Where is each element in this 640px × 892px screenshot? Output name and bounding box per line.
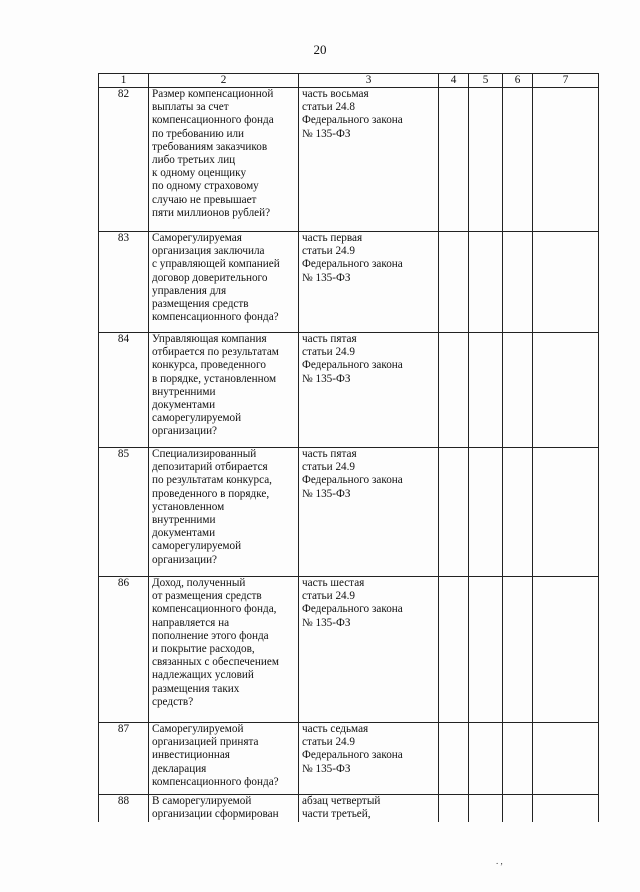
reference-cell: часть пятая статьи 24.9 Федерального закона № 135-ФЗ — [299, 448, 439, 577]
answer-cell — [503, 723, 533, 795]
answer-cell — [469, 723, 503, 795]
question-cell: Специализированный депозитарий отбирается по результатам конкурса, проведенного в порядке, установленном внутренними документами саморегулируемой организации? — [149, 448, 299, 577]
note-cell — [533, 88, 599, 232]
table-row — [99, 577, 599, 723]
note-cell — [533, 577, 599, 723]
column-header: 1 — [99, 74, 149, 88]
answer-cell — [503, 333, 533, 448]
answer-cell — [439, 232, 469, 333]
column-header: 4 — [439, 74, 469, 88]
row-number: 83 — [99, 232, 149, 333]
answer-cell — [439, 577, 469, 723]
reference-cell: часть восьмая статьи 24.8 Федерального закона № 135-ФЗ — [299, 88, 439, 232]
answer-cell — [503, 88, 533, 232]
reference-cell: часть седьмая статьи 24.9 Федерального закона № 135-ФЗ — [299, 723, 439, 795]
answer-cell — [439, 333, 469, 448]
reference-cell: абзац четвертый части третьей, — [299, 795, 439, 823]
table-row — [99, 88, 599, 232]
column-header: 3 — [299, 74, 439, 88]
question-cell: Управляющая компания отбирается по результатам конкурса, проведенного в порядке, установленном внутренними документами саморегулируемой организации? — [149, 333, 299, 448]
page-number: 20 — [313, 42, 327, 57]
note-cell — [533, 723, 599, 795]
answer-cell — [503, 795, 533, 823]
note-cell — [533, 333, 599, 448]
table-row — [99, 795, 599, 823]
row-number: 86 — [99, 577, 149, 723]
question-cell: Размер компенсационной выплаты за счет компенсационного фонда по требованию или требованиям заказчиков либо третьих лиц к одному оценщику по одному страховому случаю не превышает пяти миллионов рублей? — [149, 88, 299, 232]
answer-cell — [439, 448, 469, 577]
note-cell — [533, 232, 599, 333]
question-cell: Саморегулируемая организация заключила с управляющей компанией договор доверительного управления для размещения средств компенсационного фонда? — [149, 232, 299, 333]
answer-cell — [439, 723, 469, 795]
scan-mark: . , — [496, 856, 503, 866]
column-number-row — [99, 74, 599, 88]
reference-cell: часть первая статьи 24.9 Федерального закона № 135-ФЗ — [299, 232, 439, 333]
answer-cell — [469, 795, 503, 823]
question-cell: В саморегулируемой организации сформирован — [149, 795, 299, 823]
table-row — [99, 333, 599, 448]
column-header: 6 — [503, 74, 533, 88]
row-number: 82 — [99, 88, 149, 232]
answer-cell — [469, 88, 503, 232]
answer-cell — [469, 448, 503, 577]
row-number: 84 — [99, 333, 149, 448]
note-cell — [533, 795, 599, 823]
answer-cell — [469, 577, 503, 723]
question-cell: Доход, полученный от размещения средств компенсационного фонда, направляется на пополнение этого фонда и покрытие расходов, связанных с обеспечением надлежащих условий размещения таких средств? — [149, 577, 299, 723]
answer-cell — [469, 232, 503, 333]
table-row — [99, 232, 599, 333]
checklist-table — [98, 73, 599, 822]
answer-cell — [503, 232, 533, 333]
table-row — [99, 723, 599, 795]
column-header: 2 — [149, 74, 299, 88]
answer-cell — [503, 577, 533, 723]
row-number: 87 — [99, 723, 149, 795]
row-number: 88 — [99, 795, 149, 823]
answer-cell — [503, 448, 533, 577]
table-row — [99, 448, 599, 577]
column-header: 7 — [533, 74, 599, 88]
note-cell — [533, 448, 599, 577]
column-header: 5 — [469, 74, 503, 88]
reference-cell: часть шестая статьи 24.9 Федерального закона № 135-ФЗ — [299, 577, 439, 723]
answer-cell — [439, 795, 469, 823]
answer-cell — [439, 88, 469, 232]
reference-cell: часть пятая статьи 24.9 Федерального закона № 135-ФЗ — [299, 333, 439, 448]
row-number: 85 — [99, 448, 149, 577]
answer-cell — [469, 333, 503, 448]
question-cell: Саморегулируемой организацией принята инвестиционная декларация компенсационного фонда? — [149, 723, 299, 795]
